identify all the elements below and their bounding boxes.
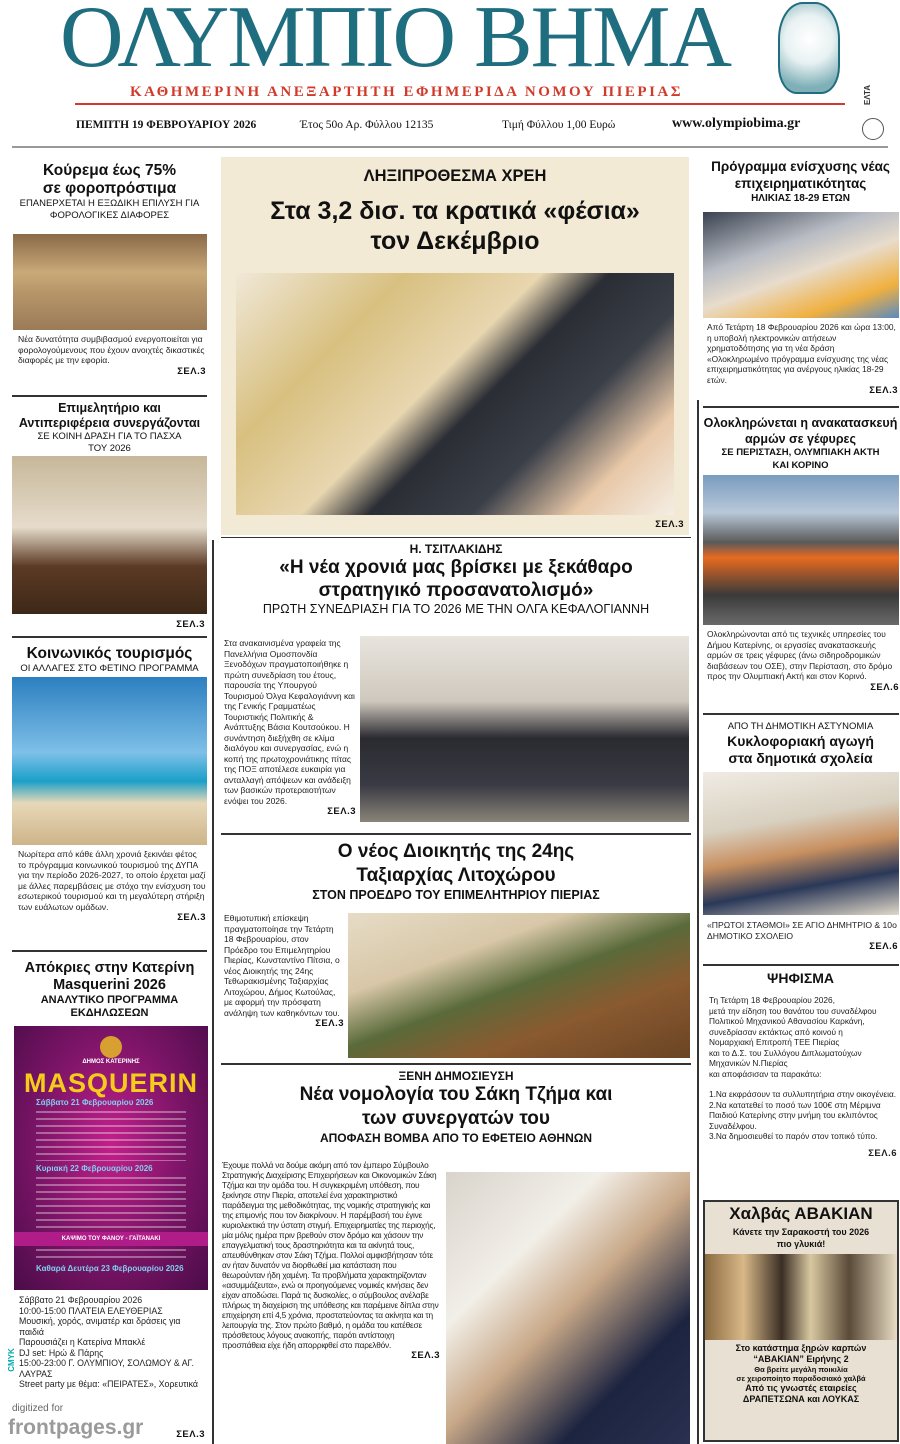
resolution-title: ΨΗΦΙΣΜΑ: [767, 970, 834, 986]
divider: [703, 964, 899, 966]
text-line: 3.Να δημοσιευθεί το παρόν στον τοπικό τύπο.: [709, 1131, 878, 1141]
header-divider: [12, 146, 888, 148]
poster-band: ΚΑΨΙΜΟ ΤΟΥ ΦΑΝΟΥ - ΓΑΪΤΑΝΑΚΙ: [14, 1232, 208, 1246]
divider: [703, 406, 899, 408]
divider: [12, 950, 207, 952]
article-tax-fines[interactable]: [12, 162, 207, 222]
subheadline: ΗΛΙΚΙΑΣ 18-29 ΕΤΩΝ: [751, 193, 850, 204]
beach-umbrella-photo: [12, 677, 207, 845]
headline: Επιμελητήριο και Αντιπεριφέρεια συνεργάζονται: [18, 401, 201, 430]
schedule-line: 10:00-15:00 ΠΛΑΤΕΙΑ ΕΛΕΥΘΕΡΙΑΣ: [19, 1305, 163, 1316]
halva-photo: [705, 1254, 897, 1340]
kicker: ΛΗΞΙΠΡΟΘΕΣΜΑ ΧΡΕΗ: [363, 167, 547, 185]
article-new-commander[interactable]: [218, 840, 694, 903]
kicker: ΑΠΟ ΤΗ ΔΗΜΟΤΙΚΗ ΑΣΤΥΝΟΜΙΑ: [727, 721, 874, 732]
article-chamber-cooperation[interactable]: [12, 401, 207, 455]
group-photo: [360, 636, 689, 822]
event-schedule: [19, 1295, 207, 1390]
page-ref[interactable]: ΣΕΛ.3: [327, 806, 356, 817]
text-line: μετά την είδηση του θανάτου του συναδέλφου: [709, 1005, 877, 1016]
article-body: Από Τετάρτη 18 Φεβρουαρίου 2026 και ώρα 13:00, η υποβολή ηλεκτρονικών αιτήσεων χρηματοδότησης για τη νέα δράση «Ολοκληρωμένο πρόγραμμα ενίσχυσης της νέας επιχειρηματικότητας για ανέργους ηλικίας 18-29 ετών.: [707, 322, 896, 385]
divider: [12, 395, 207, 397]
poster-day1: Σάββατο 21 Φεβρουαρίου 2026: [36, 1098, 154, 1107]
ad-line: σε χειροποίητο παραδοσιακό χαλβά: [736, 1374, 866, 1383]
issue-number: Έτος 50ο Αρ. Φύλλου 12135: [300, 119, 434, 131]
elta-logo: ΕΛΤΑ: [863, 84, 873, 106]
article-body: «ΠΡΩΤΟΙ ΣΤΑΘΜΟΙ» ΣΕ ΑΓΙΟ ΔΗΜΗΤΡΙΟ & 10ο ΔΗΜΟΤΙΚΟ ΣΧΟΛΕΙΟ: [707, 920, 897, 941]
text-line: Νομαρχιακή Επιτροπή ΤΕΕ Πιερίας: [709, 1037, 840, 1047]
article-traffic-education[interactable]: [702, 721, 899, 767]
seal-icon: [862, 118, 884, 140]
poster-day3: Καθαρά Δευτέρα 23 Φεβρουαρίου 2026: [36, 1264, 184, 1273]
divider: [221, 833, 691, 835]
calculator-money-photo: [236, 273, 674, 515]
subheadline: ΣΕ ΠΕΡΙΣΤΑΣΗ, ΟΛΥΜΠΙΑΚΗ ΑΚΤΗ ΚΑΙ ΚΟΡΙΝΟ: [721, 447, 880, 471]
ad-slogan: Κάνετε την Σαρακοστή του 2026 πιο γλυκιά!: [732, 1227, 870, 1249]
masthead-title: ΟΛΥΜΠΙΟ ΒΗΜΑ: [60, 0, 731, 86]
website-link[interactable]: www.olympiobima.gr: [672, 116, 801, 131]
halva-advertisement[interactable]: [703, 1200, 899, 1442]
schedule-line: Μουσική, χορός, ανιματέρ και δράσεις για παιδιά: [19, 1316, 181, 1337]
text-line: [709, 1079, 897, 1089]
ad-line: “ΑΒΑΚΙΑΝ” Ειρήνης 2: [753, 1354, 849, 1364]
article-youth-business[interactable]: [702, 158, 899, 205]
headline: Κυκλοφοριακή αγωγή στα δημοτικά σχολεία: [727, 733, 874, 766]
article-text-block: [224, 638, 356, 818]
divider: [221, 1063, 691, 1065]
masthead-divider: [75, 103, 845, 105]
column-divider: [697, 400, 699, 1444]
kicker: ΞΕΝΗ ΔΗΜΟΣΙΕΥΣΗ: [398, 1069, 514, 1083]
page-ref[interactable]: ΣΕΛ.3: [315, 1018, 344, 1029]
resolution-body: [709, 995, 897, 1160]
headline: Ολοκληρώνεται η ανακατασκευή αρμών σε γέφυρες: [703, 416, 898, 446]
headline: Κοινωνικός τουρισμός: [26, 645, 193, 662]
divider: [12, 636, 207, 638]
ad-line: Από τις γνωστές εταιρείες: [745, 1383, 857, 1393]
issue-date: ΠΕΜΠΤΗ 19 ΦΕΒΡΟΥΑΡΙΟΥ 2026: [76, 119, 257, 131]
text-line: 1.Να εκφράσουν τα συλλυπητήρια στην οικογένεια.: [709, 1089, 897, 1099]
office-visit-photo: [348, 913, 690, 1058]
headline: Πρόγραμμα ενίσχυσης νέας επιχειρηματικότητας: [711, 159, 890, 191]
subheadline: ΑΠΟΦΑΣΗ ΒΟΜΒΑ ΑΠΟ ΤΟ ΕΦΕΤΕΙΟ ΑΘΗΝΩΝ: [319, 1131, 593, 1145]
office-meeting-photo: [12, 456, 207, 614]
article-bridge-joints[interactable]: [702, 415, 899, 472]
classroom-photo: [703, 772, 899, 915]
municipality-emblem-icon: [100, 1036, 122, 1058]
divider: [703, 713, 899, 715]
column-divider: [212, 540, 214, 1444]
article-tsitlakidis[interactable]: [218, 542, 694, 617]
masthead-tagline: ΚΑΘΗΜΕΡΙΝΗ ΑΝΕΞΑΡΤΗΤΗ ΕΦΗΜΕΡΙΔΑ ΝΟΜΟΥ ΠΙΕΡΙΑΣ: [130, 84, 684, 100]
article-text-block: [707, 322, 898, 397]
subheadline: ΑΝΑΛΥΤΙΚΟ ΠΡΟΓΡΑΜΜΑ ΕΚΔΗΛΩΣΕΩΝ: [40, 994, 179, 1019]
article-text-block: [707, 920, 898, 953]
watermark-small: digitized for: [12, 1403, 64, 1414]
subheadline: ΠΡΩΤΗ ΣΥΝΕΔΡΙΑΣΗ ΓΙΑ ΤΟ 2026 ΜΕ ΤΗΝ ΟΛΓΑ ΚΕΦΑΛΟΓΙΑΝΝΗ: [262, 602, 650, 616]
schedule-line: Σάββατο 21 Φεβρουαρίου 2026: [19, 1295, 143, 1305]
article-tzimas[interactable]: [218, 1069, 694, 1146]
poster-municipality: ΔΗΜΟΣ ΚΑΤΕΡΙΝΗΣ: [82, 1059, 140, 1065]
article-body: Εθιμοτυπική επίσκεψη πραγματοποίησε την Τετάρτη 18 Φεβρουαρίου, στον Πρόεδρο του Επιμελητηρίου Πιερίας, Κωνσταντίνο Πίτσια, ο νέος Διοικητής της 24ης Τεθωρακισμένης Ταξιαρχίας Λιτοχώρου, Δήμος Κωτούλας, με αφορμή την πρόσφατη ανάληψη των καθηκόντων του.: [224, 913, 340, 1018]
article-body: Έχουμε πολλά να δούμε ακόμη από τον έμπειρο Σύμβουλο Στρατηγικής Διαχείρισης Επιχειρήσεων και Οικονομικών Σάκη Τζήμα και την ομάδα του. Η συγκεκριμένη υπόθεση, που ξεκίνησε στην Πιερία, αποτελεί ένα χαρακτηριστικό παράδειγμα της μεθοδικότητας, της νομικής στρατηγικής και της επιμονής που τον διακρίνουν. Η παρέμβασή του έγινε κυριολεκτικά την ύστατη στιγμή. Επιχειρηματίες της περιοχής, μία μόλις ημέρα πριν βρεθούν στον δρόμο και χάσουν την επαγγελματική τους δραστηριότητα και τα ακίνητά τους, απευθύνθηκαν στον Σάκη Τζήμα. Πολλοί αμφισβήτησαν τότε αν ήταν δυνατόν να διορθωθεί μια κατάσταση που θεωρούνταν ήδη χαμένη. Τα προβλήματα χαρακτηρίζονταν «ασυμμάζευτα», ενώ οι προηγούμενες νομικές κινήσεις δεν είχαν αποδώσει. Παρά τις δυσκολίες, ο σύμβουλος ανέλαβε πλήρως τη διαχείριση της υπόθεσης και παρέμεινε δίπλα στην επιχείρηση επί 4,5 χρόνια, προστατεύοντας τα ακίνητα και τη λειτουργία της. Στον πρώτο βαθμό, η ομάδα του κατέθεσε πρόσθετους λόγους ανακοπής, παρότι αντίστοιχη προσπάθεια είχε ήδη απορριφθεί στο παρελθόν.: [222, 1160, 439, 1350]
portrait-photo: [446, 1172, 690, 1444]
article-text-block: [18, 334, 206, 378]
text-line: Πολιτικού Μηχανικού Αθανασίου Καρκάνη,: [709, 1016, 865, 1026]
headline: Κούρεμα έως 75% σε φοροπρόστιμα: [42, 162, 177, 197]
divider: [221, 537, 691, 538]
keyboard-typing-photo: [703, 212, 899, 318]
ad-line: Θα βρείτε μεγάλη ποικιλία: [754, 1365, 848, 1374]
page-ref[interactable]: ΣΕΛ.6: [869, 941, 898, 952]
article-text-block: [707, 629, 899, 694]
headline: «Η νέα χρονιά μας βρίσκει με ξεκάθαρο στρατηγικό προσανατολισμό»: [279, 557, 633, 601]
subheadline: ΣΤΟΝ ΠΡΟΕΔΡΟ ΤΟΥ ΕΠΙΜΕΛΗΤΗΡΙΟΥ ΠΙΕΡΙΑΣ: [312, 888, 600, 902]
text-line: και το Δ.Σ. του Συλλόγου Διπλωματούχων: [709, 1047, 862, 1058]
article-text-block: [18, 849, 206, 924]
road-works-photo: [703, 475, 899, 625]
page-ref[interactable]: ΣΕΛ.3: [177, 365, 206, 377]
schedule-line: Street party με θέμα: «ΠΕΙΡΑΤΕΣ», Χορευτικά: [19, 1379, 198, 1389]
subheadline: ΣΕ ΚΟΙΝΗ ΔΡΑΣΗ ΓΙΑ ΤΟ ΠΑΣΧΑ ΤΟΥ 2026: [37, 431, 182, 454]
article-masquerini[interactable]: [12, 960, 207, 1020]
page-ref[interactable]: ΣΕΛ.3: [176, 1429, 205, 1440]
page-ref[interactable]: ΣΕΛ.3: [177, 912, 206, 923]
text-line: Μηχανικών Ν.Πιερίας: [709, 1058, 788, 1068]
ad-line: Στο κατάστημα ξηρών καρπών: [735, 1343, 867, 1353]
text-line: Τη Τετάρτη 18 Φεβρουαρίου 2026,: [709, 995, 835, 1005]
schedule-line: Παρουσιάζει η Κατερίνα Μπακλέ: [19, 1337, 146, 1347]
page-ref[interactable]: ΣΕΛ.6: [868, 1147, 897, 1159]
poster-schedule: [36, 1249, 186, 1261]
masthead-bust-logo: [778, 2, 840, 94]
poster-day2: Κυριακή 22 Φεβρουαρίου 2026: [36, 1164, 153, 1173]
issue-price: Τιμή Φύλλου 1,00 Ευρώ: [502, 119, 616, 131]
masquerini-poster: [14, 1026, 208, 1290]
subheadline: ΕΠΑΝΕΡΧΕΤΑΙ Η ΕΞΩΔΙΚΗ ΕΠΙΛΥΣΗ ΓΙΑ ΦΟΡΟΛΟΓΙΚΕΣ ΔΙΑΦΟΡΕΣ: [19, 198, 200, 221]
text-line: συνεδρίασαν εκτάκτως από κοινού η: [709, 1026, 843, 1037]
poster-schedule: [36, 1177, 186, 1229]
article-body: Νωρίτερα από κάθε άλλη χρονιά ξεκινάει φέτος το πρόγραμμα κοινωνικού τουρισμού της ΔΥΠΑ για την περίοδο 2026-2027, το οποίο έρχεται μαζί με άλλες παρεμβάσεις με στόχο την ενίσχυση του εσωτερικού τουρισμού και τη μεγαλύτερη στήριξη των ευάλωτων ομάδων.: [18, 849, 206, 912]
cmyk-mark: CMYK: [6, 1348, 16, 1372]
lead-headline: Στα 3,2 δισ. τα κρατικά «φέσια» τον Δεκέμβριο: [270, 197, 640, 255]
article-text-block: [224, 913, 344, 1030]
page-ref[interactable]: ΣΕΛ.6: [870, 681, 899, 693]
text-line: 2.Να κατατεθεί το ποσό των 100€ στη Μέριμνα Παιδιού Κατερίνης στην μνήμη του εκλιπόντος Συναδέλφου.: [709, 1099, 881, 1131]
subheadline: ΟΙ ΑΛΛΑΓΕΣ ΣΤΟ ΦΕΤΙΝΟ ΠΡΟΓΡΑΜΜΑ: [20, 663, 199, 674]
lead-story-box[interactable]: [221, 157, 689, 535]
article-text-block: [222, 1160, 440, 1362]
ad-title: Χαλβάς ΑΒΑΚΙΑΝ: [729, 1204, 873, 1223]
schedule-line: DJ set: Ηρώ & Πάρης: [19, 1347, 104, 1358]
headline: Νέα νομολογία του Σάκη Τζήμα και των συνεργατών του: [299, 1084, 613, 1129]
article-body: Νέα δυνατότητα συμβιβασμού ενεργοποιείται για φορολογούμενους που έχουν ανοιχτές δικαστικές διαφορές με την εφορία.: [18, 334, 205, 365]
ad-line: ΔΡΑΠΕΤΣΩΝΑ και ΛΟΥΚΑΣ: [742, 1394, 860, 1404]
article-social-tourism[interactable]: [12, 645, 207, 675]
page-ref[interactable]: ΣΕΛ.3: [176, 619, 205, 630]
headline: Απόκριες στην Κατερίνη Masquerini 2026: [24, 960, 195, 993]
page-ref[interactable]: ΣΕΛ.3: [411, 1350, 440, 1361]
courtroom-photo: [13, 234, 207, 330]
kicker: Η. ΤΣΙΤΛΑΚΙΔΗΣ: [409, 542, 503, 556]
page-ref[interactable]: ΣΕΛ.3: [655, 519, 684, 530]
article-body: Στα ανακαινισμένα γραφεία της Πανελλήνια Ομοσπονδία Ξενοδόχων πραγματοποιήθηκε η πρώτη συνεδρίαση του έτους, παρουσία της Υπουργού Τουρισμού Όλγα Κεφαλογιάννη και της Γενικής Γραμματέως Τουριστικής Πολιτικής & Ανάπτυξης Βάσια Κουτσούκου. Η συνάντηση διεξήχθη σε κλίμα διαλόγου και συνεργασίας, ενώ η κοπή της πρωτοχρονιάτικης πίτας της ΠΟΞ αποτέλεσε ευκαιρία για ανταλλαγή απόψεων και ανάδειξη των βασικών προτεραιοτήτων ενόψει του 2026.: [224, 638, 355, 806]
page-ref[interactable]: ΣΕΛ.3: [869, 385, 898, 396]
watermark-frontpages: frontpages.gr: [8, 1416, 144, 1439]
headline: Ο νέος Διοικητής της 24ης Ταξιαρχίας Λιτοχώρου: [337, 841, 575, 886]
text-line: και αποφάσισαν τα παρακάτω:: [709, 1068, 822, 1079]
poster-title: MASQUERIN: [23, 1068, 198, 1098]
poster-schedule: [36, 1111, 186, 1161]
schedule-line: 15:00-23:00 Γ. ΟΛΥΜΠΙΟΥ, ΣΟΛΩΜΟΥ & ΑΓ. ΛΑΥΡΑΣ: [19, 1358, 194, 1379]
article-body: Ολοκληρώνονται από τις τεχνικές υπηρεσίες του Δήμου Κατερίνης, οι εργασίες ανακατασκευής αρμών σε τρεις γέφυρες (άνω σιδηροδρομικών διαβάσεων του ΟΣΕ), στην Περίσταση, στο δρόμο προς την Ολυμπιακή Ακτή και στον Κορινό.: [707, 629, 893, 681]
